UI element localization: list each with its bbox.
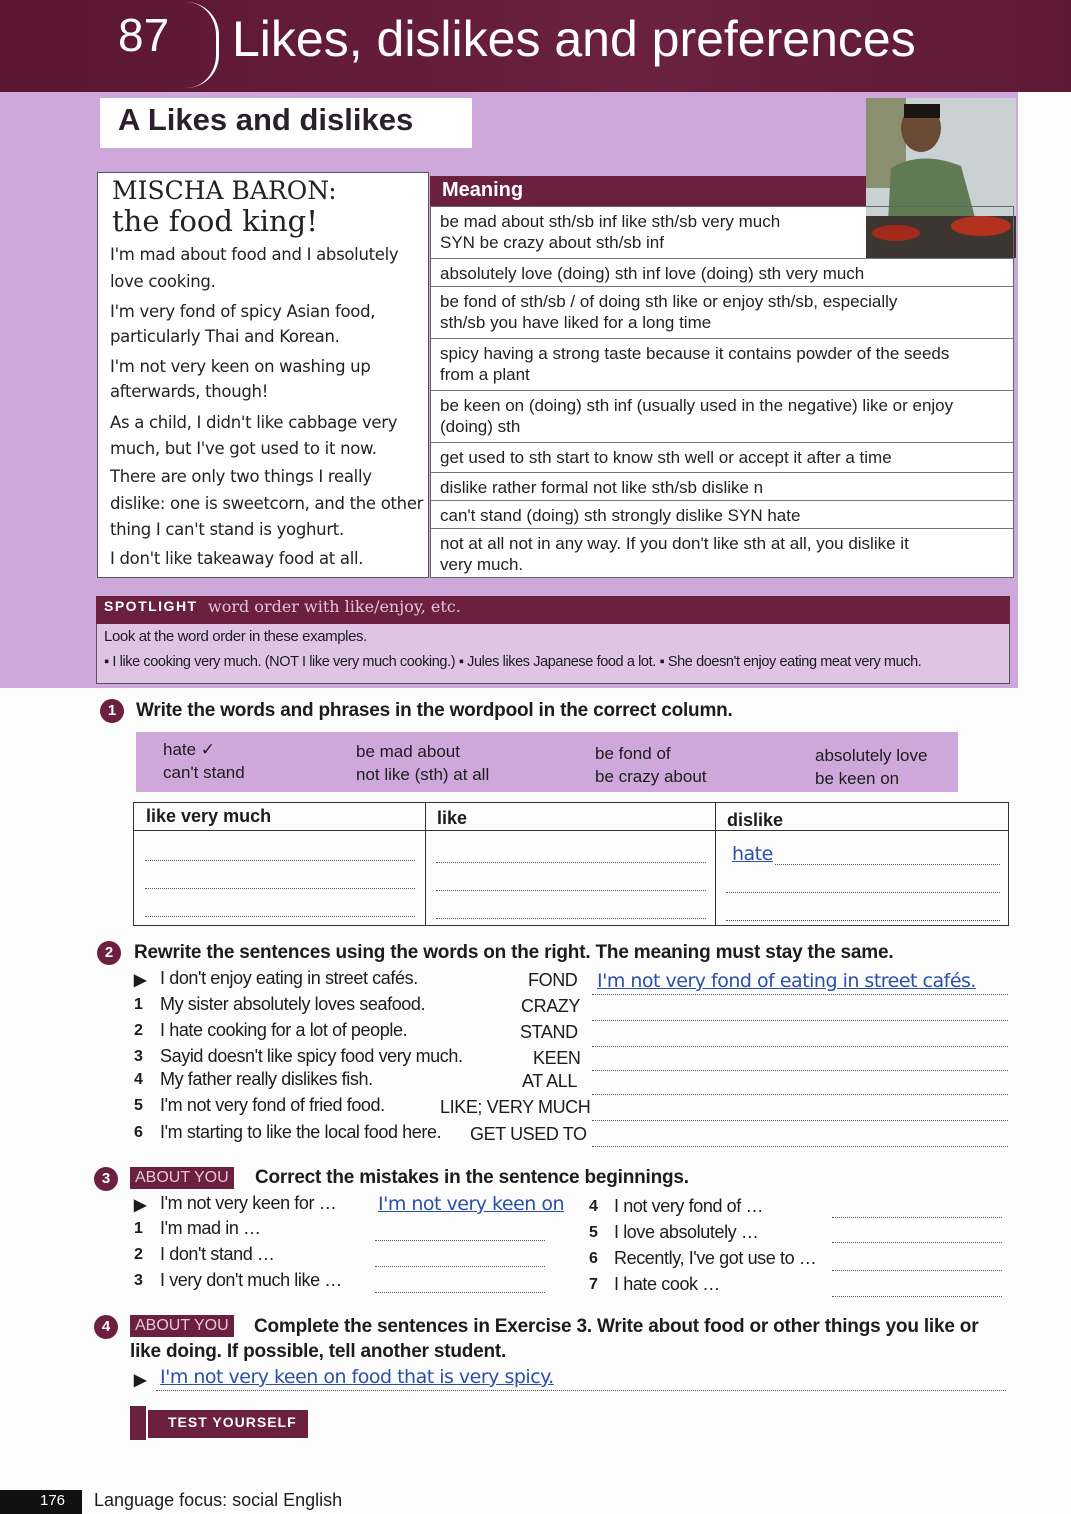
item-number: 4	[134, 1071, 143, 1088]
meaning-text: dislike rather formal not like sth/sb dislike n	[440, 478, 764, 497]
mischa-line: afterwards, though!	[110, 382, 269, 401]
exercise-4-number: 4	[94, 1315, 118, 1339]
mischa-line: I'm very fond of spicy Asian food,	[110, 302, 376, 321]
answer-line[interactable]	[592, 1070, 1008, 1071]
footer-section-title: Language focus: social English	[94, 1490, 343, 1510]
mischa-line: thing I can't stand is yoghurt.	[110, 520, 344, 539]
answer-line[interactable]	[832, 1270, 1002, 1271]
table-header-divider	[133, 830, 1009, 831]
answer-line[interactable]	[375, 1240, 545, 1241]
answer-line[interactable]	[145, 860, 415, 861]
meaning-label: Meaning	[442, 179, 524, 201]
mischa-line: much, but I've got used to it now.	[110, 439, 377, 458]
answer-line[interactable]	[832, 1217, 1002, 1218]
item-number: 7	[589, 1276, 598, 1293]
ex2-keyword: CRAZY	[521, 996, 581, 1016]
meaning-text: sth/sb you have liked for a long time	[440, 313, 712, 332]
answer-line[interactable]	[436, 862, 706, 863]
meaning-text: absolutely love (doing) sth inf love (doing) sth very much	[440, 264, 865, 283]
ex2-sentence: Sayid doesn't like spicy food very much.	[160, 1046, 463, 1066]
item-number: 4	[589, 1198, 598, 1215]
ex3-beginning: Recently, I've got use to …	[614, 1248, 817, 1268]
ex3-beginning: I love absolutely …	[614, 1222, 759, 1242]
meaning-text: not at all not in any way. If you don't like sth at all, you dislike it	[440, 534, 909, 553]
item-number: 6	[134, 1124, 143, 1141]
ex3-beginning: I'm not very keen for …	[160, 1193, 337, 1213]
wordpool-item: absolutely love	[815, 746, 928, 765]
table-column-divider	[425, 802, 426, 926]
ex2-keyword: AT ALL	[522, 1071, 577, 1091]
mischa-line: particularly Thai and Korean.	[110, 327, 340, 346]
mischa-line: love cooking.	[110, 272, 216, 291]
item-number: 3	[134, 1048, 143, 1065]
page-number: 176	[40, 1492, 66, 1509]
answer-line[interactable]	[592, 1120, 1008, 1121]
exercise-2-number: 2	[97, 941, 121, 965]
exercise-3-number: 3	[94, 1167, 118, 1191]
exercise-4-instruction-line-1: Complete the sentences in Exercise 3. Write about food or other things you like or	[254, 1316, 979, 1337]
answer-line[interactable]	[592, 1146, 1008, 1147]
answer-line[interactable]	[145, 916, 415, 917]
answer-line[interactable]	[592, 1020, 1008, 1021]
answer-line[interactable]	[592, 1046, 1008, 1047]
answer-hate: hate	[732, 843, 773, 865]
ex3-beginning: I don't stand …	[160, 1244, 275, 1264]
wordpool-item: can't stand	[163, 763, 245, 782]
notebook-icon	[128, 1404, 148, 1442]
ex2-example-answer: I'm not very fond of eating in street cafés.	[597, 970, 976, 992]
ex2-keyword: STAND	[520, 1022, 578, 1042]
wordpool-item: be keen on	[815, 769, 900, 788]
mischa-line: I'm not very keen on washing up	[110, 357, 371, 376]
wordpool-item: not like (sth) at all	[356, 765, 490, 784]
test-yourself-label: TEST YOURSELF	[168, 1414, 297, 1430]
meaning-text: spicy having a strong taste because it contains powder of the seeds	[440, 344, 950, 363]
example-marker: ▶	[134, 1197, 147, 1214]
spotlight-intro: Look at the word order in these examples.	[104, 628, 367, 645]
meaning-text: be keen on (doing) sth inf (usually used in the negative) like or enjoy	[440, 396, 954, 415]
ex2-sentence: My father really dislikes fish.	[160, 1069, 373, 1089]
exercise-1-number: 1	[100, 699, 124, 723]
ex3-beginning: I not very fond of …	[614, 1196, 764, 1216]
item-number: 6	[589, 1250, 598, 1267]
mischa-subtitle: the food king!	[112, 204, 318, 238]
column-header-like: like	[437, 808, 468, 828]
exercise-1-instruction: Write the words and phrases in the wordpool in the correct column.	[136, 700, 733, 721]
spotlight-examples: ▪ I like cooking very much. (NOT I like very much cooking.) ▪ Jules likes Japanese food a lot. ▪ She doesn't enjoy eating meat very much.	[104, 654, 922, 670]
unit-number: 87	[118, 9, 170, 61]
item-number: 1	[134, 996, 143, 1013]
answer-line	[156, 1390, 1006, 1391]
answer-line[interactable]	[436, 918, 706, 919]
meaning-text: be fond of sth/sb / of doing sth like or enjoy sth/sb, especially	[440, 292, 898, 311]
answer-line[interactable]	[375, 1292, 545, 1293]
ex2-keyword: LIKE; VERY MUCH	[440, 1097, 591, 1117]
column-header-dislike: dislike	[727, 810, 784, 830]
answer-line[interactable]	[832, 1242, 1002, 1243]
ex3-example-answer: I'm not very keen on	[378, 1193, 565, 1215]
mischa-line: dislike: one is sweetcorn, and the other	[110, 494, 424, 513]
mischa-line: I don't like takeaway food at all.	[110, 549, 364, 568]
ex2-keyword: FOND	[528, 970, 578, 990]
ex2-sentence: I'm starting to like the local food here.	[160, 1122, 442, 1142]
section-a-title: A Likes and dislikes	[118, 102, 414, 137]
wordpool-word: hate ✓	[163, 740, 216, 759]
ex2-keyword: GET USED TO	[470, 1124, 587, 1144]
mischa-line: As a child, I didn't like cabbage very	[110, 413, 398, 432]
ex3-beginning: I very don't much like …	[160, 1270, 342, 1290]
answer-line	[592, 994, 1008, 995]
meaning-table-border	[430, 206, 1014, 578]
answer-line[interactable]	[145, 888, 415, 889]
meaning-text: SYN be crazy about sth/sb inf	[440, 233, 664, 252]
exercise-3-instruction: Correct the mistakes in the sentence beginnings.	[255, 1167, 689, 1188]
ex2-sentence: My sister absolutely loves seafood.	[160, 994, 426, 1014]
meaning-text: (doing) sth	[440, 417, 521, 436]
item-number: 3	[134, 1272, 143, 1289]
answer-line[interactable]	[592, 1094, 1008, 1095]
answer-line[interactable]	[832, 1296, 1002, 1297]
meaning-text: be mad about sth/sb inf like sth/sb very much	[440, 212, 781, 231]
item-number: 5	[589, 1224, 598, 1241]
item-number: 2	[134, 1022, 143, 1039]
mischa-line: There are only two things I really	[110, 467, 372, 486]
answer-line[interactable]	[726, 892, 1000, 893]
mischa-name: MISCHA BARON:	[112, 176, 337, 205]
about-you-tag: ABOUT YOU	[130, 1315, 234, 1337]
mischa-line: I'm mad about food and I absolutely	[110, 245, 399, 264]
ex2-sentence: I don't enjoy eating in street cafés.	[160, 968, 418, 988]
column-header-like-very-much: like very much	[146, 806, 272, 826]
spotlight-tag: SPOTLIGHT	[104, 598, 198, 614]
exercise-4-instruction-line-2: like doing. If possible, tell another student.	[130, 1341, 507, 1362]
ex2-sentence: I'm not very fond of fried food.	[160, 1095, 385, 1115]
ex2-keyword: KEEN	[533, 1048, 581, 1068]
wordpool-item	[163, 740, 215, 760]
ex3-beginning: I hate cook …	[614, 1274, 720, 1294]
exercise-2-instruction: Rewrite the sentences using the words on the right. The meaning must stay the same.	[134, 942, 894, 963]
spotlight-title: word order with like/enjoy, etc.	[208, 597, 461, 616]
meaning-text: very much.	[440, 555, 524, 574]
unit-title: Likes, dislikes and preferences	[232, 11, 916, 67]
example-marker: ▶	[134, 1372, 147, 1389]
answer-line[interactable]	[775, 864, 1000, 865]
ex2-sentence: I hate cooking for a lot of people.	[160, 1020, 408, 1040]
answer-line[interactable]	[436, 890, 706, 891]
meaning-text: from a plant	[440, 365, 530, 384]
wordpool-item: be mad about	[356, 742, 460, 761]
wordpool-item: be fond of	[595, 744, 671, 763]
answer-line[interactable]	[726, 920, 1000, 921]
item-number: 5	[134, 1097, 143, 1114]
meaning-text: get used to sth start to know sth well or accept it after a time	[440, 448, 892, 467]
meaning-text: can't stand (doing) sth strongly dislike SYN hate	[440, 506, 801, 525]
item-number: 2	[134, 1246, 143, 1263]
about-you-tag: ABOUT YOU	[130, 1167, 234, 1189]
example-marker: ▶	[134, 972, 147, 989]
ex3-beginning: I'm mad in …	[160, 1218, 261, 1238]
item-number: 1	[134, 1220, 143, 1237]
table-column-divider	[715, 802, 716, 926]
answer-line[interactable]	[375, 1266, 545, 1267]
ex4-example-answer: I'm not very keen on food that is very spicy.	[160, 1366, 554, 1388]
wordpool-item: be crazy about	[595, 767, 707, 786]
